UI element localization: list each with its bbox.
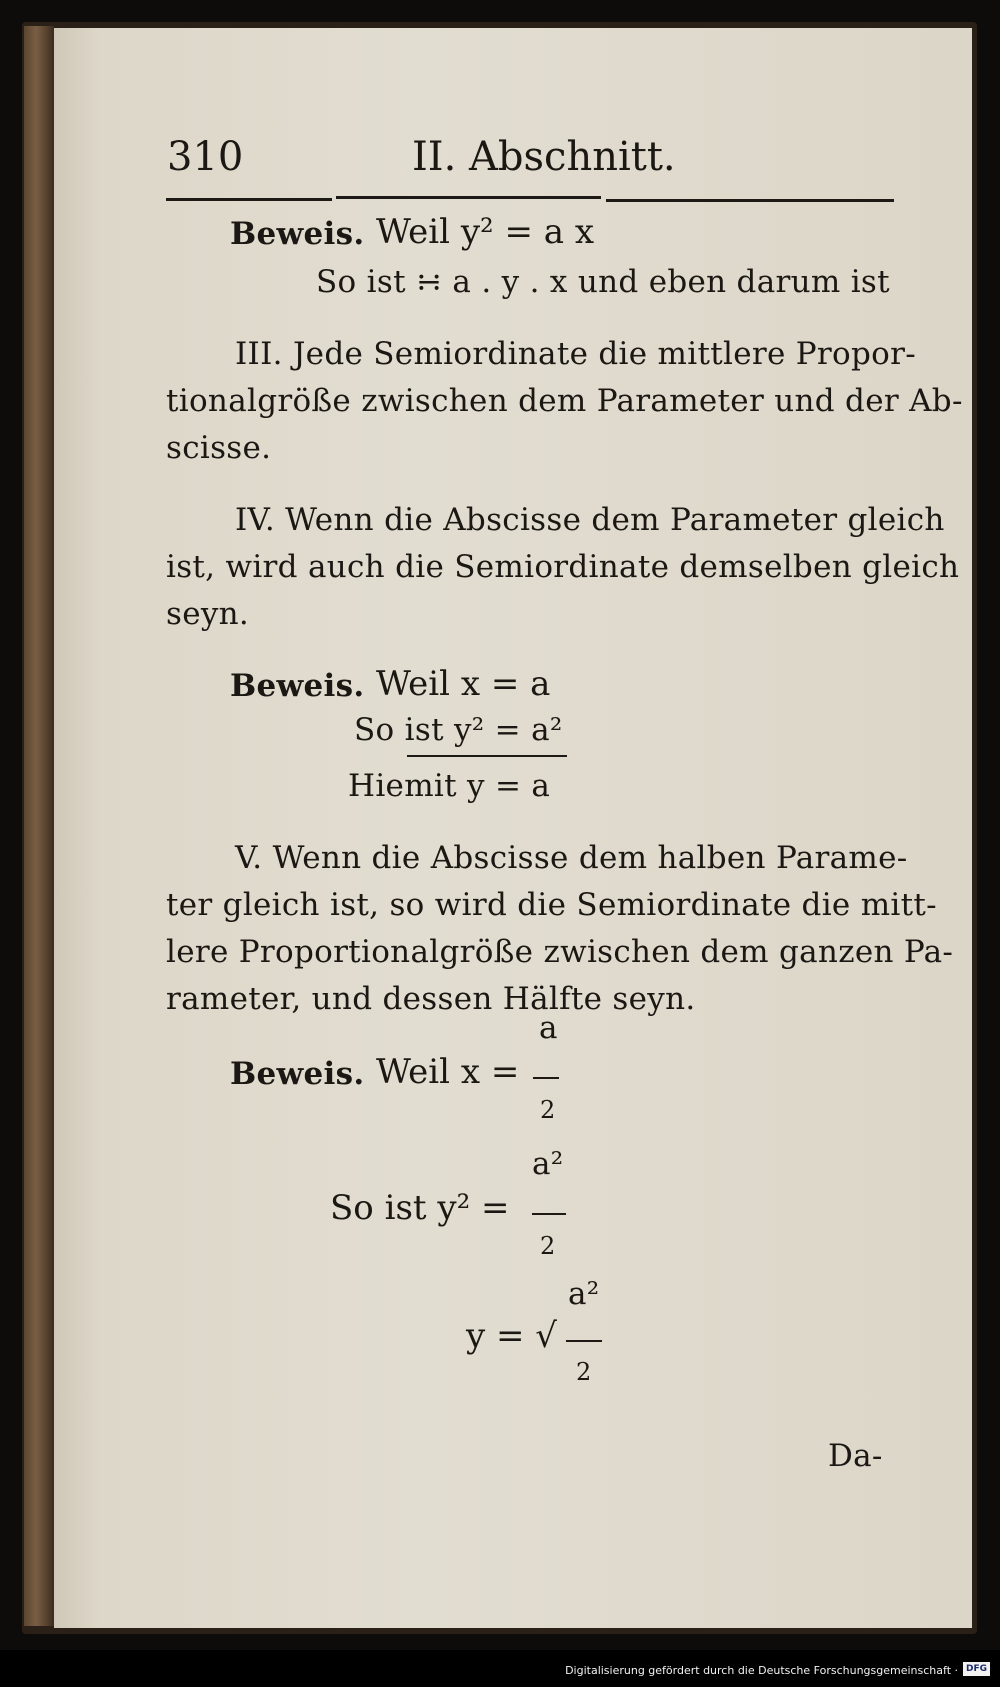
paragraph-line: lere Proportionalgröße zwischen dem ganzen Pa- (166, 934, 954, 970)
paragraph-line: IV. Wenn die Abscisse dem Parameter gleich (235, 502, 945, 538)
proof-equation: So ist y² = a² (354, 712, 563, 748)
proof-line: So ist ∺ a . y . x und eben darum ist (316, 264, 890, 300)
fraction-bar (532, 1213, 566, 1215)
book-page (54, 28, 972, 1628)
fraction-numerator: a (539, 1010, 558, 1046)
proof-equation: So ist y² = (330, 1188, 510, 1228)
paragraph-line: tionalgröße zwischen dem Parameter und der Ab- (166, 383, 963, 419)
footer-credit: Digitalisierung gefördert durch die Deutsche Forschungsgemeinschaft · (565, 1664, 958, 1677)
paragraph-line: III. Jede Semiordinate die mittlere Propor- (235, 336, 917, 372)
equation-rule (407, 755, 567, 757)
proof-label: Beweis. (230, 668, 365, 704)
proof-equation: y = √ (466, 1316, 557, 1356)
fraction-numerator: a² (568, 1276, 600, 1312)
header-rule-middle (336, 196, 601, 199)
proof-equation: Weil x = a (376, 664, 551, 704)
paragraph-line: seyn. (166, 596, 250, 632)
paragraph-line: rameter, und dessen Hälfte seyn. (166, 981, 696, 1017)
proof-equation: Weil x = (376, 1052, 520, 1092)
fraction-denominator: 2 (540, 1096, 556, 1124)
paragraph-line: V. Wenn die Abscisse dem halben Parame- (235, 840, 908, 876)
paragraph-line: ter gleich ist, so wird die Semiordinate die mitt- (166, 887, 937, 923)
fraction-denominator: 2 (540, 1232, 556, 1260)
header-rule-left (166, 198, 332, 201)
proof-label: Beweis. (230, 216, 365, 252)
running-head: II. Abschnitt. (412, 134, 676, 180)
proof-equation: Hiemit y = a (348, 768, 551, 804)
fraction-bar (533, 1077, 559, 1079)
paragraph-line: ist, wird auch die Semiordinate demselben gleich (166, 549, 960, 585)
fraction-bar (566, 1340, 602, 1342)
dfg-logo-icon: DFG (963, 1662, 990, 1676)
proof-label: Beweis. (230, 1056, 365, 1092)
catchword: Da- (828, 1438, 883, 1474)
header-rule-right (606, 199, 894, 202)
fraction-numerator: a² (532, 1146, 564, 1182)
paragraph-line: scisse. (166, 430, 272, 466)
page-number: 310 (167, 134, 244, 180)
proof-equation: Weil y² = a x (376, 212, 595, 252)
book-spine (24, 26, 54, 1626)
fraction-denominator: 2 (576, 1358, 592, 1386)
